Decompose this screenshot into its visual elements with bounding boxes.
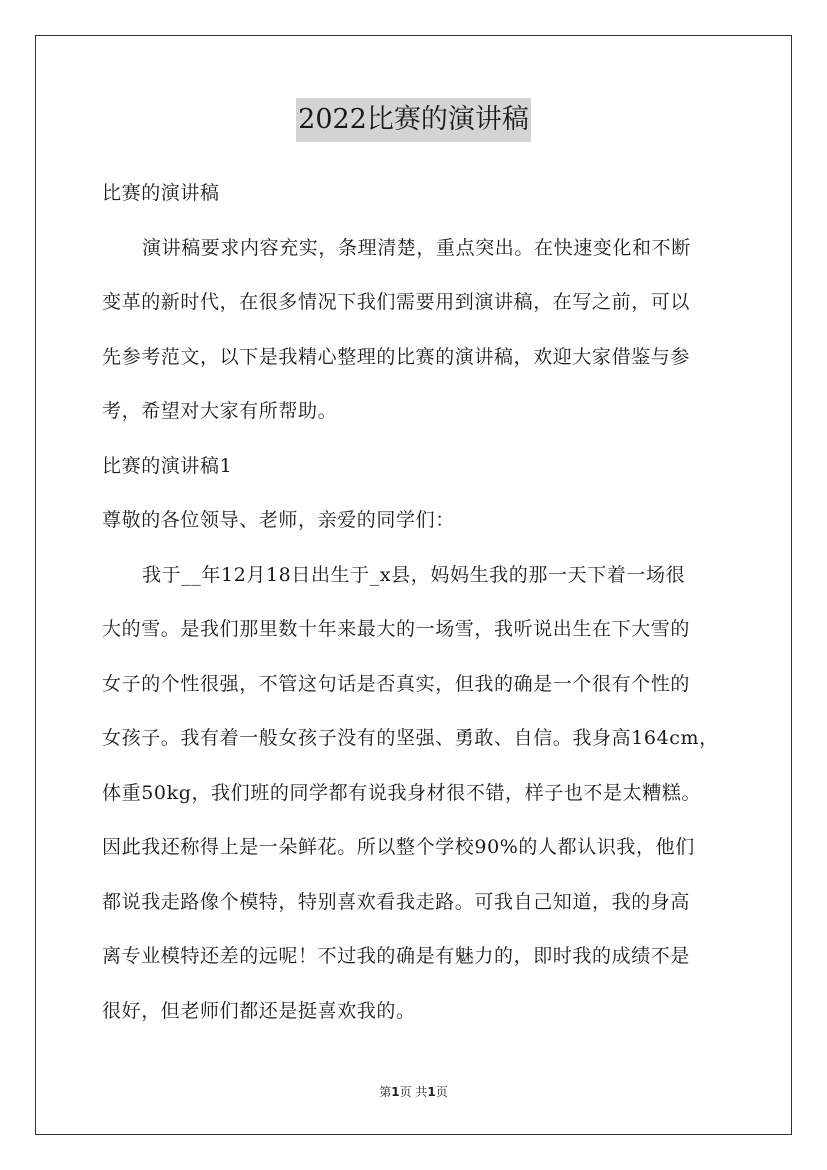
salutation: 尊敬的各位领导、老师，亲爱的同学们： [102,509,455,531]
footer-page-prefix: 第 [379,1085,392,1099]
body-line: 女子的个性很强，不管这句话是否真实，但我的确是一个很有个性的 [102,672,691,695]
footer-total-pages: 1 [427,1085,436,1099]
body-line: 我于__年12月18日出生于_x县，妈妈生我的那一天下着一场很 [142,563,686,586]
subtitle: 比赛的演讲稿 [102,182,220,204]
footer-total-suffix: 页 [435,1085,448,1099]
intro-line: 变革的新时代，在很多情况下我们需要用到演讲稿，在写之前，可以 [102,291,691,313]
body-line: 女孩子。我有着一般女孩子没有的坚强、勇敢、自信。我身高164cm， [102,727,719,749]
body-line: 离专业模特还差的远呢！不过我的确是有魅力的，即时我的成绩不是 [102,945,691,967]
body-line: 大的雪。是我们那里数十年来最大的一场雪，我听说出生在下大雪的 [102,618,691,640]
body-line: 因此我还称得上是一朵鲜花。所以整个学校90%的人都认识我，他们 [102,836,695,858]
title-container [0,98,827,142]
body-line: 都说我走路像个模特，特别喜欢看我走路。可我自己知道，我的身高 [102,890,691,913]
document-body [102,166,728,1038]
document-title: 2022比赛的演讲稿 [296,98,531,142]
intro-line: 演讲稿要求内容充实，条理清楚，重点突出。在快速变化和不断 [142,236,691,259]
intro-line: 考，希望对大家有所帮助。 [102,400,338,422]
body-line: 体重50kg，我们班的同学都有说我身材很不错，样子也不是太糟糕。 [102,781,702,804]
page-footer [0,1083,827,1100]
intro-line: 先参考范文，以下是我精心整理的比赛的演讲稿，欢迎大家借鉴与参 [102,345,691,368]
footer-page-suffix: 页 共 [399,1085,428,1099]
body-line: 很好，但老师们都还是挺喜欢我的。 [102,999,416,1022]
footer-page-number: 1 [391,1085,400,1099]
section-heading: 比赛的演讲稿1 [102,454,233,477]
